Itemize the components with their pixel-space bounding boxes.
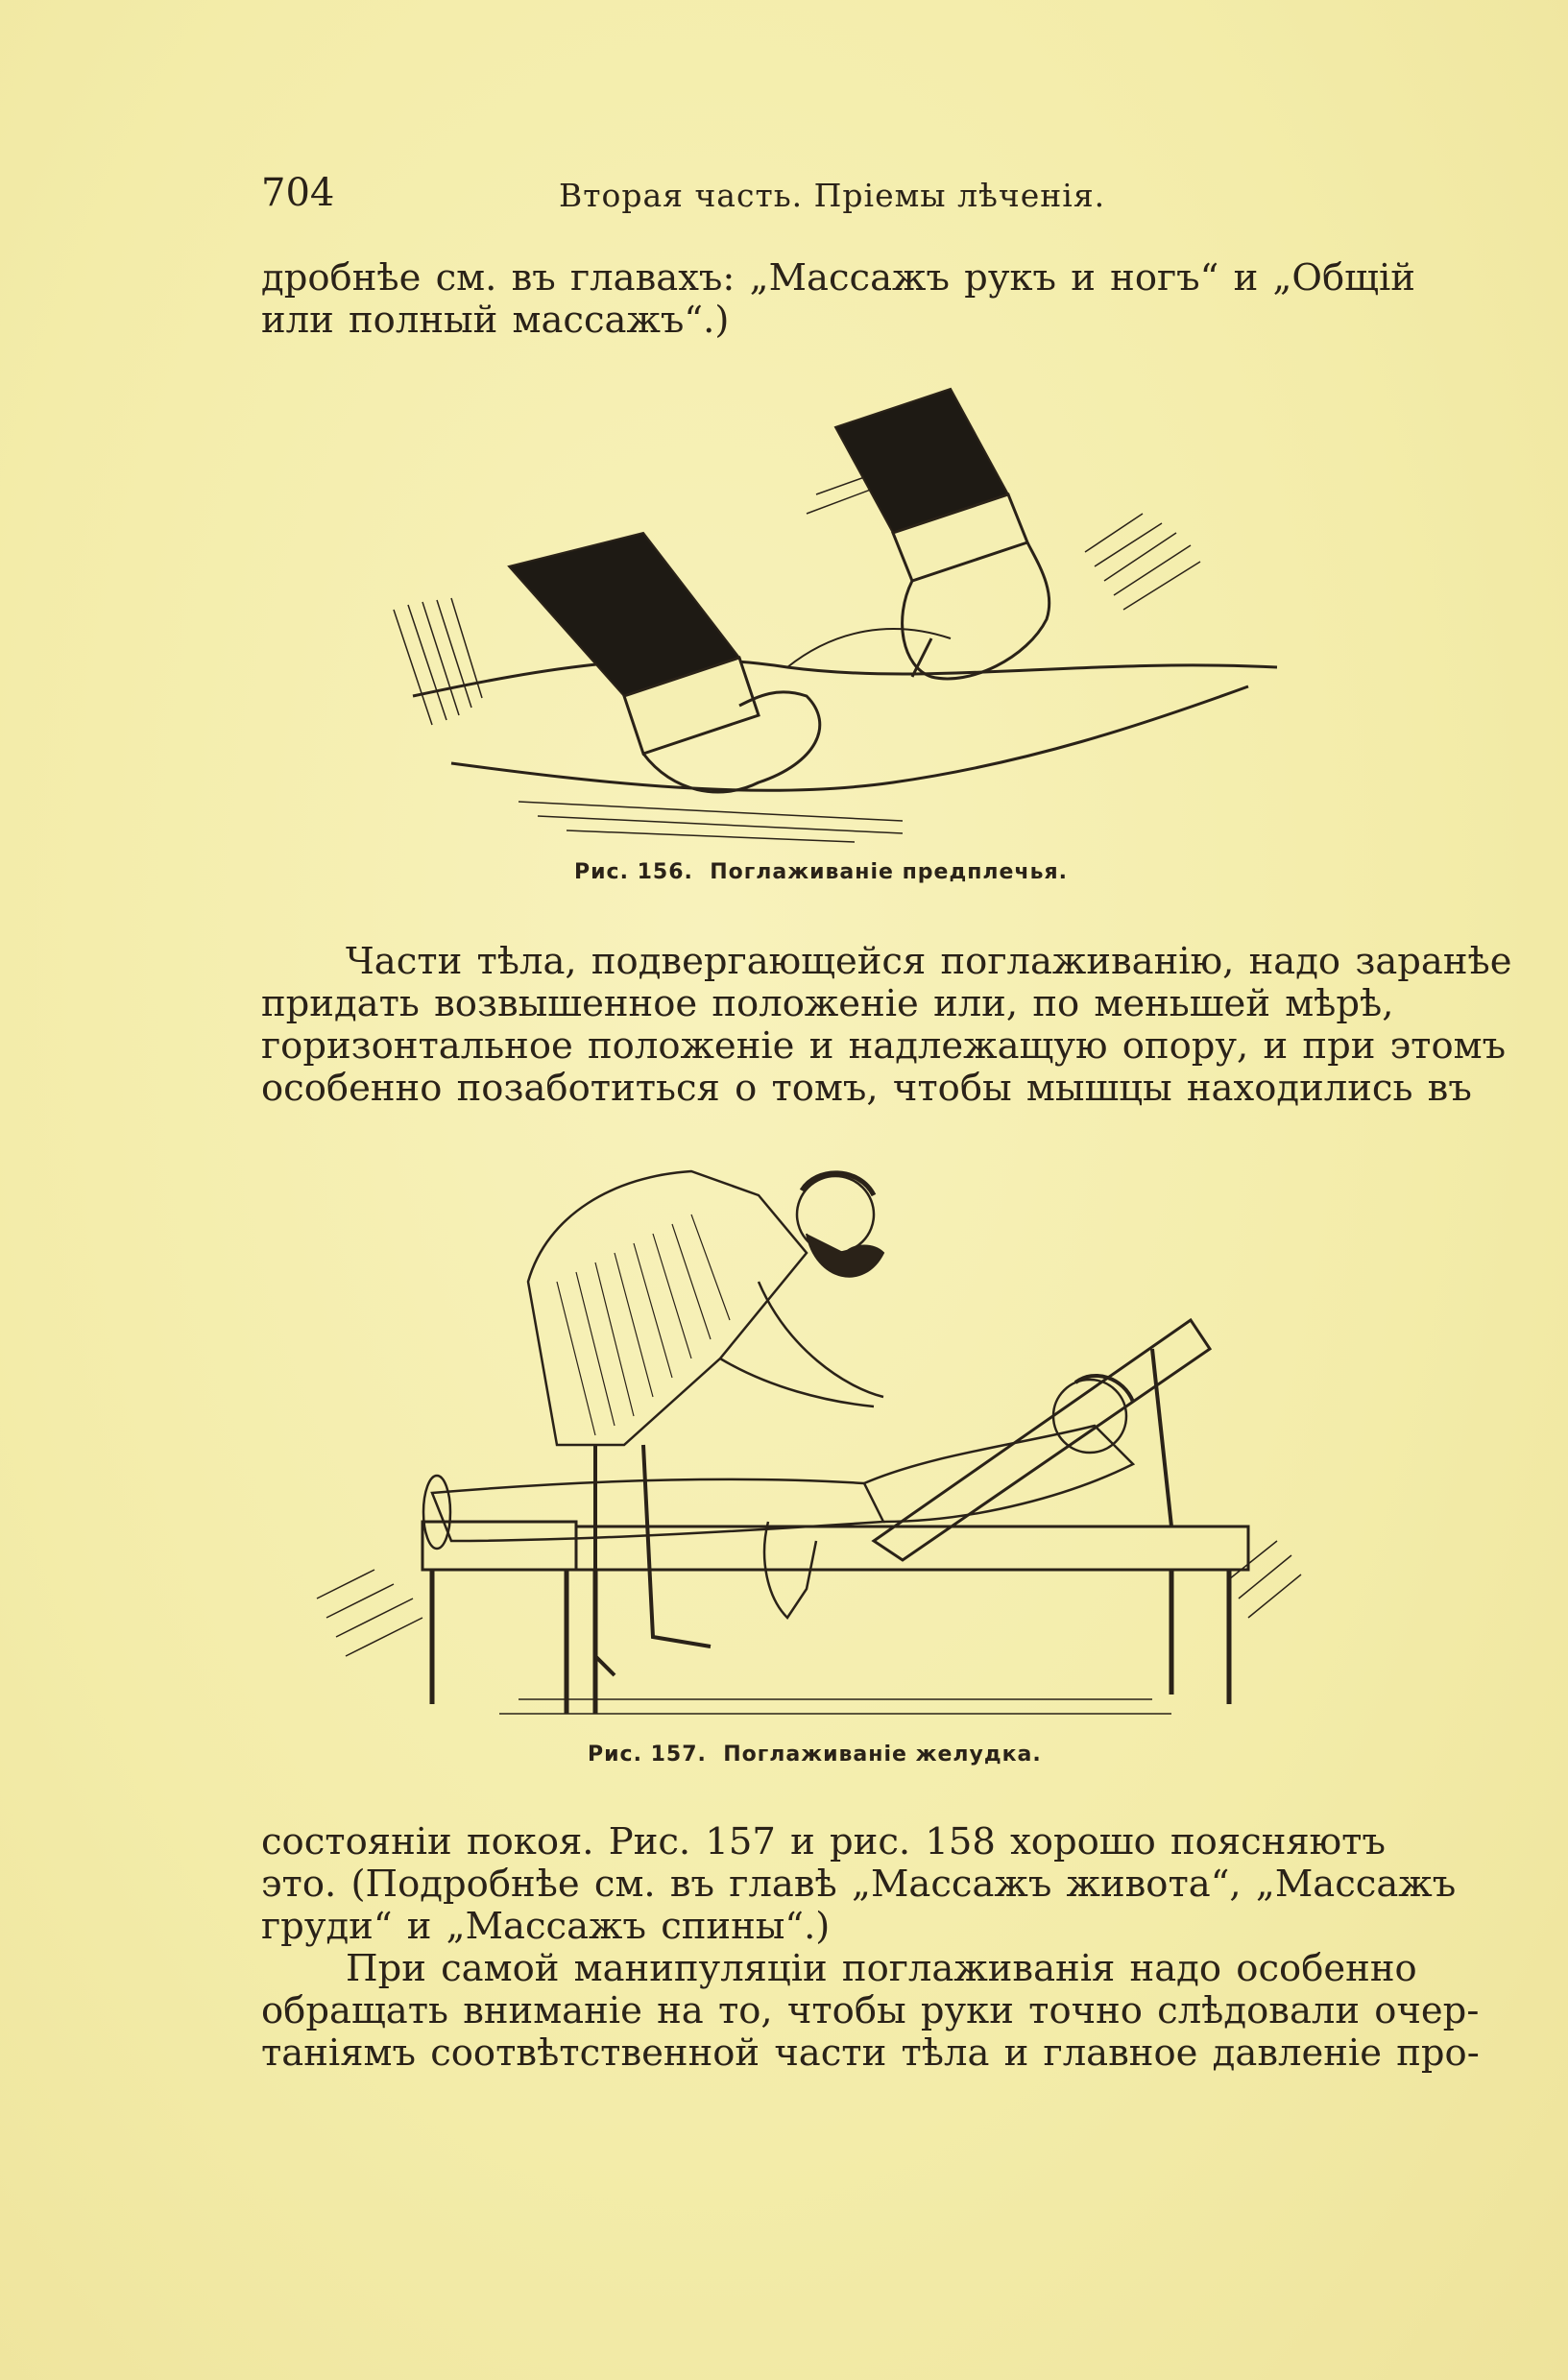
- running-head: Вторая часть. Пріемы лѣченія.: [559, 177, 1106, 214]
- figure-156-caption: [574, 860, 1068, 884]
- caption-number: Рис. 157.: [588, 1743, 707, 1767]
- text-line: горизонтальное положеніе и надлежащую опору, и при этомъ: [261, 1024, 1507, 1068]
- text-line: придать возвышенное положеніе или, по меньшей мѣрѣ,: [261, 982, 1394, 1025]
- paragraph-continuation: [261, 256, 1415, 342]
- text-line: груди“ и „Массажъ спины“.): [261, 1905, 831, 1948]
- text-line: таніямъ соотвѣтственной части тѣла и главное давленіе про-: [261, 2031, 1480, 2075]
- text-line: Части тѣла, подвергающейся поглаживанію, надо заранѣе: [346, 940, 1512, 983]
- caption-number: Рис. 156.: [574, 860, 693, 884]
- caption-text: Поглаживаніе желудка.: [723, 1743, 1042, 1767]
- figure-157-illustration: [307, 1138, 1325, 1733]
- text-line: состояніи покоя. Рис. 157 и рис. 158 хорошо поясняютъ: [261, 1820, 1386, 1863]
- text-line: особенно позаботиться о томъ, чтобы мышцы находились въ: [261, 1067, 1472, 1110]
- text-line: или полный массажъ“.): [261, 299, 730, 342]
- page-number: 704: [261, 171, 335, 215]
- caption-text: Поглаживаніе предплечья.: [710, 860, 1068, 884]
- figure-157-caption: [588, 1743, 1042, 1767]
- paragraph-body-2: [261, 1947, 1480, 2075]
- figure-156-illustration: [355, 379, 1296, 850]
- text-line: При самой манипуляціи поглаживанія надо особенно: [346, 1947, 1417, 1990]
- paragraph-body: [261, 940, 1512, 1110]
- page-header: [261, 171, 1383, 219]
- paragraph-continuation-2: [261, 1820, 1457, 1948]
- text-line: это. (Подробнѣе см. въ главѣ „Массажъ живота“, „Массажъ: [261, 1863, 1457, 1906]
- text-line: обращать вниманіе на то, чтобы руки точно слѣдовали очер-: [261, 1989, 1480, 2032]
- text-line: дробнѣе см. въ главахъ: „Массажъ рукъ и ногъ“ и „Общій: [261, 256, 1415, 300]
